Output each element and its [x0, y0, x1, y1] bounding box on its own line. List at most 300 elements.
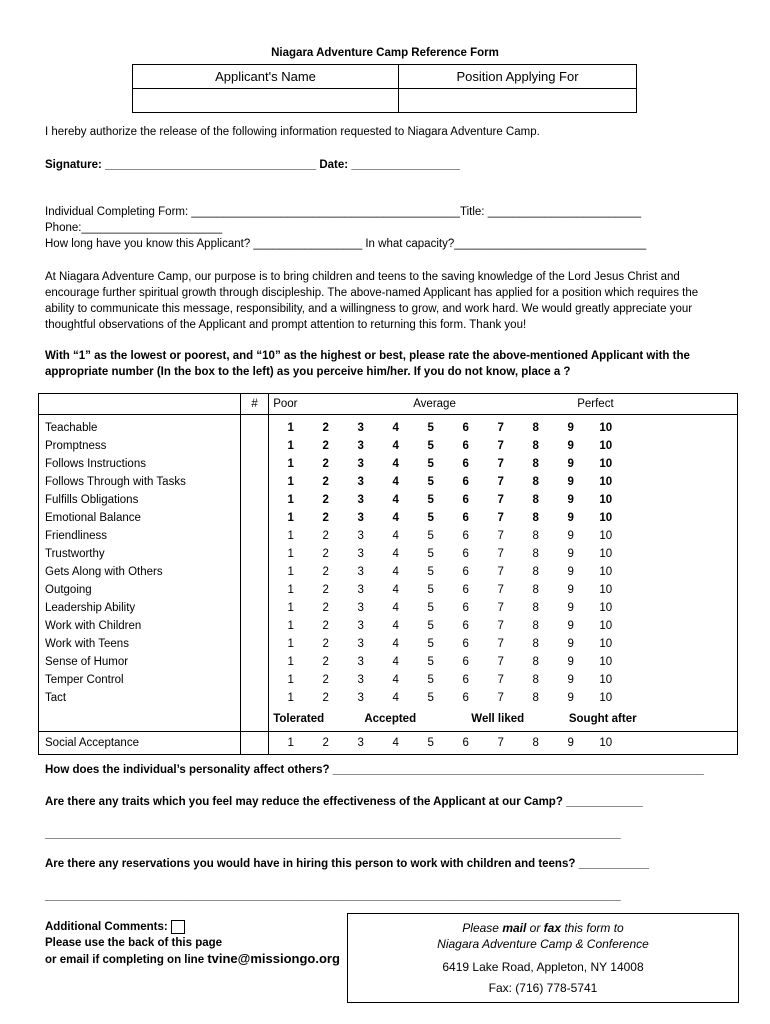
scale-number: 3: [357, 476, 364, 488]
scale-number: 9: [567, 476, 574, 488]
scale-number: 1: [287, 692, 294, 704]
rating-number-input[interactable]: [240, 635, 268, 653]
trait-row: [39, 635, 738, 653]
scale-number: 8: [532, 494, 539, 506]
scale-number: 7: [497, 620, 504, 632]
qualitative-empty-cell: [39, 707, 241, 732]
additional-comments-checkbox[interactable]: [171, 920, 185, 934]
additional-comments: [45, 919, 340, 968]
scale-number: 4: [392, 566, 399, 578]
scale-number: 10: [599, 584, 613, 596]
scale-number: 7: [497, 584, 504, 596]
scale-number: 8: [532, 692, 539, 704]
individual-row: [45, 206, 641, 218]
applicant-name-field[interactable]: [133, 89, 399, 113]
phone-row: [45, 222, 222, 234]
scale-number: 6: [462, 494, 469, 506]
traits-answer-field[interactable]: ____________: [566, 796, 643, 808]
personality-question-text: How does the individual’s personality affect others?: [45, 764, 330, 776]
scale-number: 6: [462, 620, 469, 632]
scale-number: 10: [599, 458, 613, 470]
email-prefix: or email if completing on line: [45, 954, 205, 966]
scale-number: 10: [599, 476, 613, 488]
instructions: [45, 348, 690, 380]
rating-number-input[interactable]: [240, 653, 268, 671]
scale-number: 3: [357, 656, 364, 668]
scale-number: 4: [392, 440, 399, 452]
trait-row: [39, 671, 738, 689]
trait-row: [39, 415, 738, 438]
trait-label: Work with Teens: [39, 635, 241, 653]
scale-number: 8: [532, 440, 539, 452]
rating-number-input[interactable]: [240, 732, 268, 755]
scale-number: 7: [497, 566, 504, 578]
scale-number: 4: [392, 638, 399, 650]
scale-number: 9: [567, 422, 574, 434]
scale-number: 4: [392, 737, 399, 749]
scale-number: 5: [427, 602, 434, 614]
rating-scale: [269, 671, 738, 689]
scale-number: 2: [322, 566, 329, 578]
scale-number: 10: [599, 512, 613, 524]
scale-number: 3: [357, 602, 364, 614]
scale-number: 5: [427, 548, 434, 560]
rating-scale: [269, 635, 738, 653]
authorize-text: I hereby authorize the release of the following information requested to Niagara Adventure Camp.: [45, 126, 540, 138]
scale-number: 9: [567, 440, 574, 452]
scale-number: 6: [462, 476, 469, 488]
scale-number: 8: [532, 422, 539, 434]
scale-number: 8: [532, 656, 539, 668]
how-long-field[interactable]: _________________: [253, 238, 363, 250]
scale-number: 6: [462, 584, 469, 596]
camp-conference-name: Niagara Adventure Camp & Conference: [437, 937, 649, 951]
scale-number: 2: [322, 674, 329, 686]
scale-number: 2: [322, 584, 329, 596]
trait-label: Teachable: [39, 415, 241, 438]
trait-label: Sense of Humor: [39, 653, 241, 671]
scale-number: 1: [287, 584, 294, 596]
scale-number: 7: [497, 548, 504, 560]
scale-number: 6: [462, 638, 469, 650]
scale-number: 7: [497, 656, 504, 668]
scale-number: 3: [357, 530, 364, 542]
scale-number: 1: [287, 422, 294, 434]
purpose-line: encourage further spiritual growth through discipleship. The above-named Applicant has applied for a position which requires the: [45, 287, 699, 299]
scale-number: 7: [497, 422, 504, 434]
scale-number: 1: [287, 638, 294, 650]
scale-number: 1: [287, 566, 294, 578]
scale-number: 9: [567, 656, 574, 668]
date-label: Date:: [319, 159, 349, 171]
scale-number: 5: [427, 440, 434, 452]
scale-number: 1: [287, 530, 294, 542]
scale-number: 3: [357, 692, 364, 704]
scale-number: 2: [322, 458, 329, 470]
purpose-paragraph: [45, 269, 698, 333]
how-long-row: [45, 238, 646, 250]
scale-number: 7: [497, 692, 504, 704]
phone-field[interactable]: ______________________: [81, 222, 223, 234]
rating-number-input[interactable]: [240, 473, 268, 491]
trait-label: Friendliness: [39, 527, 241, 545]
scale-number: 6: [462, 458, 469, 470]
rating-number-input[interactable]: [240, 491, 268, 509]
reservations-question: [45, 858, 649, 870]
reservations-question-text: Are there any reservations you would have in hiring this person to work with children and teens?: [45, 858, 576, 870]
scale-number: 9: [567, 458, 574, 470]
scale-number: 1: [287, 548, 294, 560]
rating-header-row: [39, 394, 738, 415]
scale-number: 9: [567, 530, 574, 542]
trait-label: Leadership Ability: [39, 599, 241, 617]
scale-number: 1: [287, 602, 294, 614]
scale-number: 10: [599, 494, 613, 506]
scale-number: 5: [427, 476, 434, 488]
camp-fax: Fax: (716) 778-5741: [488, 981, 598, 995]
scale-number: 1: [287, 494, 294, 506]
scale-number: 2: [322, 548, 329, 560]
scale-number: 5: [427, 692, 434, 704]
instructions-line: With “1” as the lowest or poorest, and “10” as the highest or best, please rate the above-mentioned Applicant with the: [45, 350, 690, 362]
scale-number: 9: [567, 692, 574, 704]
scale-number: 10: [599, 602, 613, 614]
scale-number: 10: [599, 737, 613, 749]
scale-number: 3: [357, 494, 364, 506]
rating-number-input[interactable]: [240, 509, 268, 527]
scale-number: 6: [462, 530, 469, 542]
scale-number: 3: [357, 584, 364, 596]
capacity-label: In what capacity?: [365, 238, 455, 250]
scale-number: 5: [427, 530, 434, 542]
trait-row: [39, 491, 738, 509]
phone-label: Phone:: [45, 222, 82, 234]
scale-number: 8: [532, 584, 539, 596]
scale-number: 6: [462, 674, 469, 686]
scale-number: 5: [427, 656, 434, 668]
scale-number: 8: [532, 458, 539, 470]
how-long-label: How long have you know this Applicant?: [45, 238, 251, 250]
individual-label: Individual Completing Form:: [45, 206, 189, 218]
scale-number: 3: [357, 422, 364, 434]
personality-answer-field[interactable]: __________________________________________________________: [332, 764, 704, 776]
fax-word: fax: [543, 921, 562, 935]
scale-header: [269, 394, 738, 415]
scale-number: 8: [532, 530, 539, 542]
rating-scale: [269, 563, 738, 581]
scale-number: 5: [427, 737, 434, 749]
rating-table: [38, 393, 738, 755]
rating-number-input[interactable]: [240, 689, 268, 707]
scale-number: 7: [497, 512, 504, 524]
scale-number: 1: [287, 512, 294, 524]
scale-number: 10: [599, 440, 613, 452]
instructions-line: appropriate number (In the box to the left) as you perceive him/her. If you do not know, place a ?: [45, 366, 571, 378]
trait-label: Tact: [39, 689, 241, 707]
title-field[interactable]: ________________________: [487, 206, 642, 218]
scale-number: 8: [532, 638, 539, 650]
scale-number: 10: [599, 548, 613, 560]
scale-number: 4: [392, 458, 399, 470]
trait-row: [39, 653, 738, 671]
use-back-text: Please use the back of this page: [45, 937, 223, 949]
scale-number: 4: [392, 530, 399, 542]
scale-number: 7: [497, 638, 504, 650]
rating-number-input[interactable]: [240, 437, 268, 455]
rating-scale: [269, 527, 738, 545]
trait-row: [39, 509, 738, 527]
trait-row: [39, 563, 738, 581]
signature-field[interactable]: _________________________________: [105, 159, 317, 171]
trait-row: [39, 599, 738, 617]
rating-scale: [269, 689, 738, 707]
scale-number: 2: [322, 476, 329, 488]
rating-scale: [269, 491, 738, 509]
poor-label: Poor: [273, 398, 298, 410]
rating-number-input[interactable]: [240, 599, 268, 617]
scale-number: 1: [287, 458, 294, 470]
rating-scale: [269, 415, 738, 438]
scale-number: 9: [567, 512, 574, 524]
scale-number: 6: [462, 602, 469, 614]
scale-number: 10: [599, 422, 613, 434]
scale-number: 6: [462, 440, 469, 452]
mail-fax-text: Please: [462, 921, 503, 935]
scale-number: 9: [567, 602, 574, 614]
scale-number: 4: [392, 512, 399, 524]
rating-scale: [269, 437, 738, 455]
title-label: Title:: [460, 206, 485, 218]
scale-number: 4: [392, 584, 399, 596]
scale-number: 9: [567, 638, 574, 650]
scale-number: 6: [462, 512, 469, 524]
trait-label: Promptness: [39, 437, 241, 455]
social-acceptance-label: Social Acceptance: [39, 732, 241, 755]
qualitative-number-cell: [240, 707, 268, 732]
email-link[interactable]: tvine@missiongo.org: [207, 951, 340, 966]
trait-label: Fulfills Obligations: [39, 491, 241, 509]
scale-number: 8: [532, 548, 539, 560]
scale-number: 2: [322, 620, 329, 632]
qualitative-label: Tolerated: [273, 713, 325, 725]
trait-row: [39, 581, 738, 599]
trait-label: Follows Through with Tasks: [39, 473, 241, 491]
scale-number: 3: [357, 638, 364, 650]
scale-number: 2: [322, 494, 329, 506]
scale-number: 5: [427, 422, 434, 434]
position-field[interactable]: [399, 89, 637, 113]
scale-number: 5: [427, 638, 434, 650]
rating-scale: [269, 653, 738, 671]
rating-scale: [269, 617, 738, 635]
scale-number: 3: [357, 440, 364, 452]
mail-fax-text: or: [526, 921, 544, 935]
scale-number: 4: [392, 494, 399, 506]
scale-number: 9: [567, 737, 574, 749]
personality-question: [45, 764, 704, 776]
scale-number: 2: [322, 440, 329, 452]
scale-number: 3: [357, 566, 364, 578]
scale-number: 2: [322, 656, 329, 668]
scale-number: 6: [462, 548, 469, 560]
reservations-answer-line[interactable]: __________________________________________________________________________________________: [45, 890, 621, 902]
scale-number: 4: [392, 422, 399, 434]
capacity-field[interactable]: ______________________________: [454, 238, 647, 250]
scale-number: 5: [427, 620, 434, 632]
traits-question: [45, 796, 643, 808]
scale-number: 7: [497, 494, 504, 506]
scale-number: 2: [322, 512, 329, 524]
rating-number-input[interactable]: [240, 455, 268, 473]
scale-number: 4: [392, 692, 399, 704]
rating-number-input[interactable]: [240, 415, 268, 438]
individual-field[interactable]: __________________________________________: [191, 206, 460, 218]
qualitative-label: Accepted: [364, 713, 417, 725]
rating-scale: [269, 455, 738, 473]
trait-row: [39, 617, 738, 635]
scale-number: 6: [462, 566, 469, 578]
scale-number: 10: [599, 692, 613, 704]
scale-number: 1: [287, 476, 294, 488]
scale-number: 10: [599, 656, 613, 668]
scale-number: 8: [532, 602, 539, 614]
scale-number: 2: [322, 737, 329, 749]
rating-scale: [269, 581, 738, 599]
scale-number: 10: [599, 530, 613, 542]
average-label: Average: [413, 398, 456, 410]
rating-number-input[interactable]: [240, 581, 268, 599]
scale-number: 9: [567, 674, 574, 686]
trait-row: [39, 527, 738, 545]
scale-number: 2: [322, 638, 329, 650]
scale-number: 6: [462, 692, 469, 704]
rating-scale: [269, 599, 738, 617]
rating-number-input[interactable]: [240, 563, 268, 581]
scale-number: 3: [357, 737, 364, 749]
qualitative-label: Sought after: [568, 713, 637, 725]
scale-number: 1: [287, 440, 294, 452]
scale-number: 5: [427, 674, 434, 686]
purpose-line: At Niagara Adventure Camp, our purpose is to bring children and teens to the saving knowledge of the Lord Jesus Christ and: [45, 271, 680, 283]
scale-number: 8: [532, 674, 539, 686]
scale-number: 2: [322, 602, 329, 614]
scale-number: 3: [357, 458, 364, 470]
mail-fax-text: this form to: [561, 921, 624, 935]
scale-number: 8: [532, 737, 539, 749]
rating-number-input[interactable]: [240, 617, 268, 635]
purpose-line: thoughtful observations of the Applicant and prompt attention to returning this form. Thank you!: [45, 319, 527, 331]
trait-label: Temper Control: [39, 671, 241, 689]
trait-label: Follows Instructions: [39, 455, 241, 473]
rating-number-input[interactable]: [240, 545, 268, 563]
trait-label: Emotional Balance: [39, 509, 241, 527]
qualitative-label: Well liked: [471, 713, 525, 725]
scale-number: 4: [392, 548, 399, 560]
scale-number: 9: [567, 548, 574, 560]
scale-number: 7: [497, 458, 504, 470]
trait-label: Outgoing: [39, 581, 241, 599]
purpose-line: ability to communicate this message, responsibility, and a willingness to grow, and work hard. We would greatly appreciate your: [45, 303, 693, 315]
scale-number: 7: [497, 737, 504, 749]
scale-number: 4: [392, 602, 399, 614]
signature-row: [45, 159, 460, 171]
mail-fax-box: [347, 913, 739, 1003]
scale-number: 6: [462, 422, 469, 434]
qualitative-scale: [269, 707, 738, 732]
scale-number: 3: [357, 548, 364, 560]
scale-number: 7: [497, 674, 504, 686]
trait-row: [39, 437, 738, 455]
rating-scale: [269, 545, 738, 563]
applicant-table: [132, 64, 637, 113]
date-field[interactable]: _________________: [351, 159, 461, 171]
trait-row: [39, 473, 738, 491]
scale-number: 4: [392, 656, 399, 668]
mail-word: mail: [502, 921, 527, 935]
form-title: Niagara Adventure Camp Reference Form: [271, 47, 499, 59]
scale-number: 4: [392, 476, 399, 488]
rating-scale: [269, 473, 738, 491]
reservations-answer-field[interactable]: ___________: [578, 858, 649, 870]
scale-number: 2: [322, 422, 329, 434]
scale-number: 1: [287, 674, 294, 686]
scale-number: 4: [392, 620, 399, 632]
scale-number: 9: [567, 584, 574, 596]
signature-label: Signature:: [45, 159, 102, 171]
scale-number: 10: [599, 566, 613, 578]
trait-label: Trustworthy: [39, 545, 241, 563]
scale-number: 2: [322, 530, 329, 542]
scale-number: 6: [462, 737, 469, 749]
scale-number: 8: [532, 566, 539, 578]
rating-scale: [269, 732, 738, 755]
scale-number: 5: [427, 584, 434, 596]
scale-number: 3: [357, 674, 364, 686]
scale-number: 9: [567, 620, 574, 632]
scale-number: 7: [497, 440, 504, 452]
rating-number-input[interactable]: [240, 527, 268, 545]
mail-fax-instruction: [348, 921, 738, 935]
traits-question-text: Are there any traits which you feel may reduce the effectiveness of the Applicant at our Camp?: [45, 796, 563, 808]
scale-number: 1: [287, 656, 294, 668]
scale-number: 1: [287, 620, 294, 632]
scale-number: 7: [497, 476, 504, 488]
applicant-name-header: Applicant's Name: [133, 65, 399, 89]
scale-number: 9: [567, 494, 574, 506]
scale-number: 1: [287, 737, 294, 749]
position-header: Position Applying For: [399, 65, 637, 89]
scale-number: 7: [497, 530, 504, 542]
scale-number: 10: [599, 638, 613, 650]
qualitative-row: [39, 707, 738, 732]
trait-row: [39, 545, 738, 563]
scale-number: 9: [567, 566, 574, 578]
rating-number-input[interactable]: [240, 671, 268, 689]
scale-number: 4: [392, 674, 399, 686]
scale-number: 10: [599, 674, 613, 686]
number-header: #: [240, 394, 268, 415]
scale-number: 3: [357, 620, 364, 632]
scale-number: 8: [532, 620, 539, 632]
traits-answer-line[interactable]: __________________________________________________________________________________________: [45, 828, 621, 840]
scale-number: 6: [462, 656, 469, 668]
scale-number: 5: [427, 494, 434, 506]
scale-number: 5: [427, 458, 434, 470]
additional-comments-label: Additional Comments:: [45, 921, 168, 933]
rating-scale: [269, 509, 738, 527]
trait-row: [39, 455, 738, 473]
scale-number: 5: [427, 512, 434, 524]
